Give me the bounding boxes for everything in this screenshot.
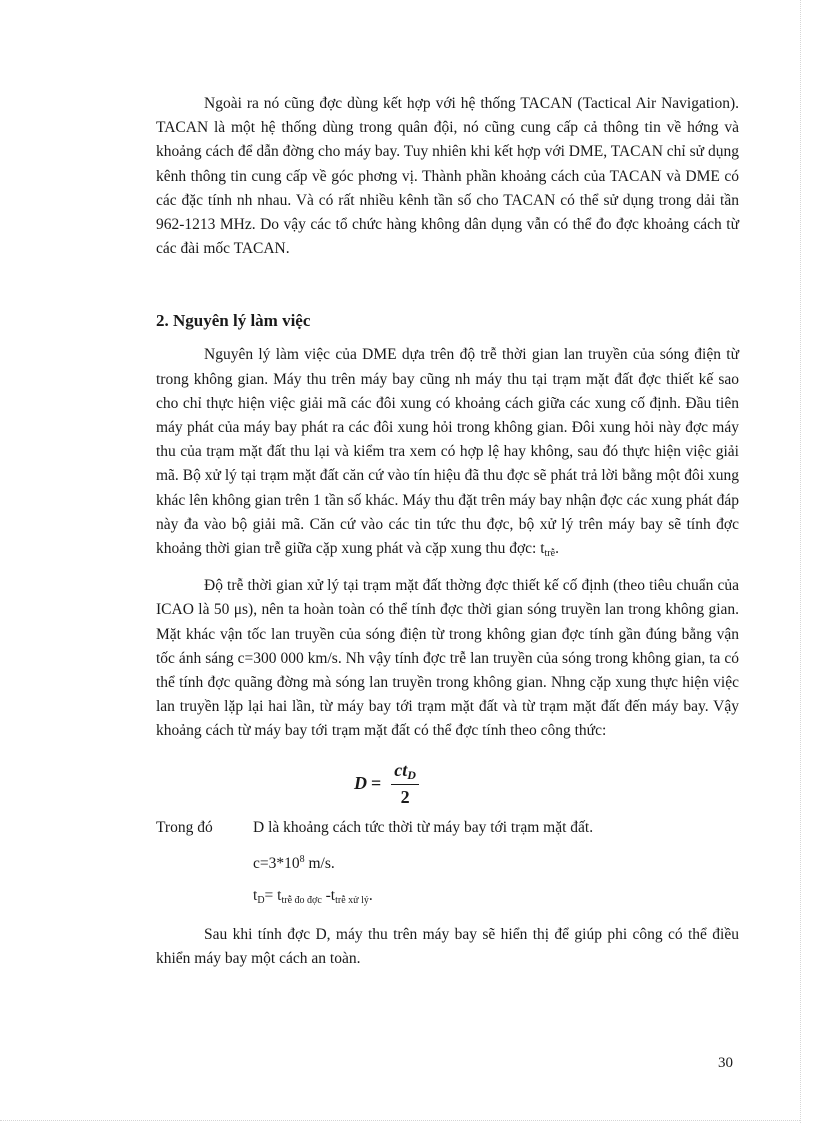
td-sub-measured: trễ đo đợc — [281, 894, 322, 906]
principle-end: . — [555, 540, 559, 558]
td-sub-processing: trễ xử lý — [335, 894, 369, 906]
page-number: 30 — [718, 1055, 733, 1071]
numerator-text: ct — [394, 759, 408, 780]
definitions-block — [156, 816, 739, 913]
mu-symbol: μ — [233, 601, 243, 619]
page-edge-vertical — [800, 0, 801, 1123]
delay-text-2: s), nên ta hoàn toàn có thể tính đợc thời gian sóng truyền lan trong không gian. Mặt khác vận tốc lan truyền của sóng điện từ trong không gian đợc tính gần đúng bằng vận tốc ánh sáng c=300 000 km/s. Nh vậy tính đợc trễ lan truyền của sóng trong không gian, ta có thể tính đợc quãng đờng mà sóng lan truyền trong không gian. Nhng cặp xung thực hiện việc lan truyền lặp lại hai lần, từ máy bay tới trạm mặt đất và từ trạm mặt đất đến máy bay. Vậy khoảng cách từ máy bay tới trạm mặt đất có thể đợc tính theo công thức: — [156, 601, 740, 740]
delay-text-1: Độ trễ thời gian xử lý tại trạm mặt đất thờng đợc thiết kế cố định (theo tiêu chuẩn của ICAO là 50 — [156, 577, 739, 619]
d-definition: D là khoảng cách tức thời từ máy bay tới trạm mặt đất. — [253, 818, 594, 836]
final-paragraph: Sau khi tính đợc D, máy thu trên máy bay sẽ hiển thị để giúp phi công có thể điều khiển máy bay một cách an toàn. — [156, 925, 739, 968]
t-symbol: t — [540, 540, 545, 558]
page-edge-horizontal — [0, 1120, 800, 1121]
c-base: c=3*10 — [253, 854, 300, 872]
formula-lhs: D — [354, 773, 367, 794]
definitions-label: Trong đó — [156, 818, 213, 836]
formula-denominator: 2 — [400, 786, 410, 807]
section-heading: 2. Nguyên lý làm việc — [156, 311, 311, 331]
principle-paragraph — [156, 343, 739, 566]
td-sub: D — [257, 894, 265, 906]
t-subscript: trễ — [544, 548, 556, 560]
definition-row — [156, 816, 739, 840]
c-definition — [253, 848, 335, 876]
td-end: . — [368, 886, 373, 904]
distance-formula — [354, 760, 739, 808]
principle-text: Nguyên lý làm việc của DME dựa trên độ trễ thời gian lan truyền của sóng điện từ trong không gian. Máy thu trên máy bay cũng nh máy thu tại trạm mặt đất đợc thiết kế sao cho chỉ thực hiện việc giải mã các đôi xung có khoảng cách giữa các xung cố định. Đầu tiên máy phát của máy bay phát ra các đôi xung hỏi trong không gian. Đôi xung hỏi này đợc máy thu của trạm mặt đất thu lại và kiểm tra xem có hợp lệ hay không, sau đó thực hiện việc giải mã. Bộ xử lý tại trạm mặt đất căn cứ vào tín hiệu đã thu đợc sẽ phát trả lời bằng một đôi xung khác lên không gian trên 1 tần số khác. Máy thu đặt trên máy bay nhận đợc các xung phát đáp này đa vào bộ giải mã. Căn cứ vào các tin tức thu đợc, bộ xử lý trên máy bay sẽ tính đợc khoảng thời gian trễ giữa cặp xung phát và cặp xung thu đợc: — [156, 346, 739, 558]
c-unit: m/s. — [304, 854, 335, 872]
formula-numerator — [391, 760, 419, 785]
intro-paragraph: Ngoài ra nó cũng đợc dùng kết hợp với hệ thống TACAN (Tactical Air Navigation). TACAN là một hệ thống dùng trong quân đội, nó cũng cung cấp cả thông tin về hớng và khoảng cách để dẫn đờng cho máy bay. Tuy nhiên khi kết hợp với DME, TACAN chỉ sử dụng kênh thông tin cung cấp về góc phơng vị. Thành phần khoảng cách của TACAN và DME có các đặc tính nh nhau. Và có rất nhiều kênh tần số cho TACAN có thể sử dụng trong dải tần 962-1213 MHz. Do vậy các tổ chức hàng không dân dụng vẫn có thể đo đợc khoảng cách từ các đài mốc TACAN. — [156, 95, 739, 258]
td-definition — [253, 884, 373, 913]
definition-row — [156, 884, 739, 913]
formula-equals: = — [371, 773, 382, 794]
td-eq: = t — [264, 886, 282, 904]
delay-paragraph — [156, 574, 739, 743]
formula-fraction — [391, 760, 419, 808]
numerator-subscript: D — [407, 767, 416, 782]
td-t: t — [253, 886, 258, 904]
definition-row — [156, 848, 739, 876]
c-exponent: 8 — [299, 853, 305, 865]
td-minus: -t — [321, 886, 336, 904]
page-content — [156, 92, 739, 971]
